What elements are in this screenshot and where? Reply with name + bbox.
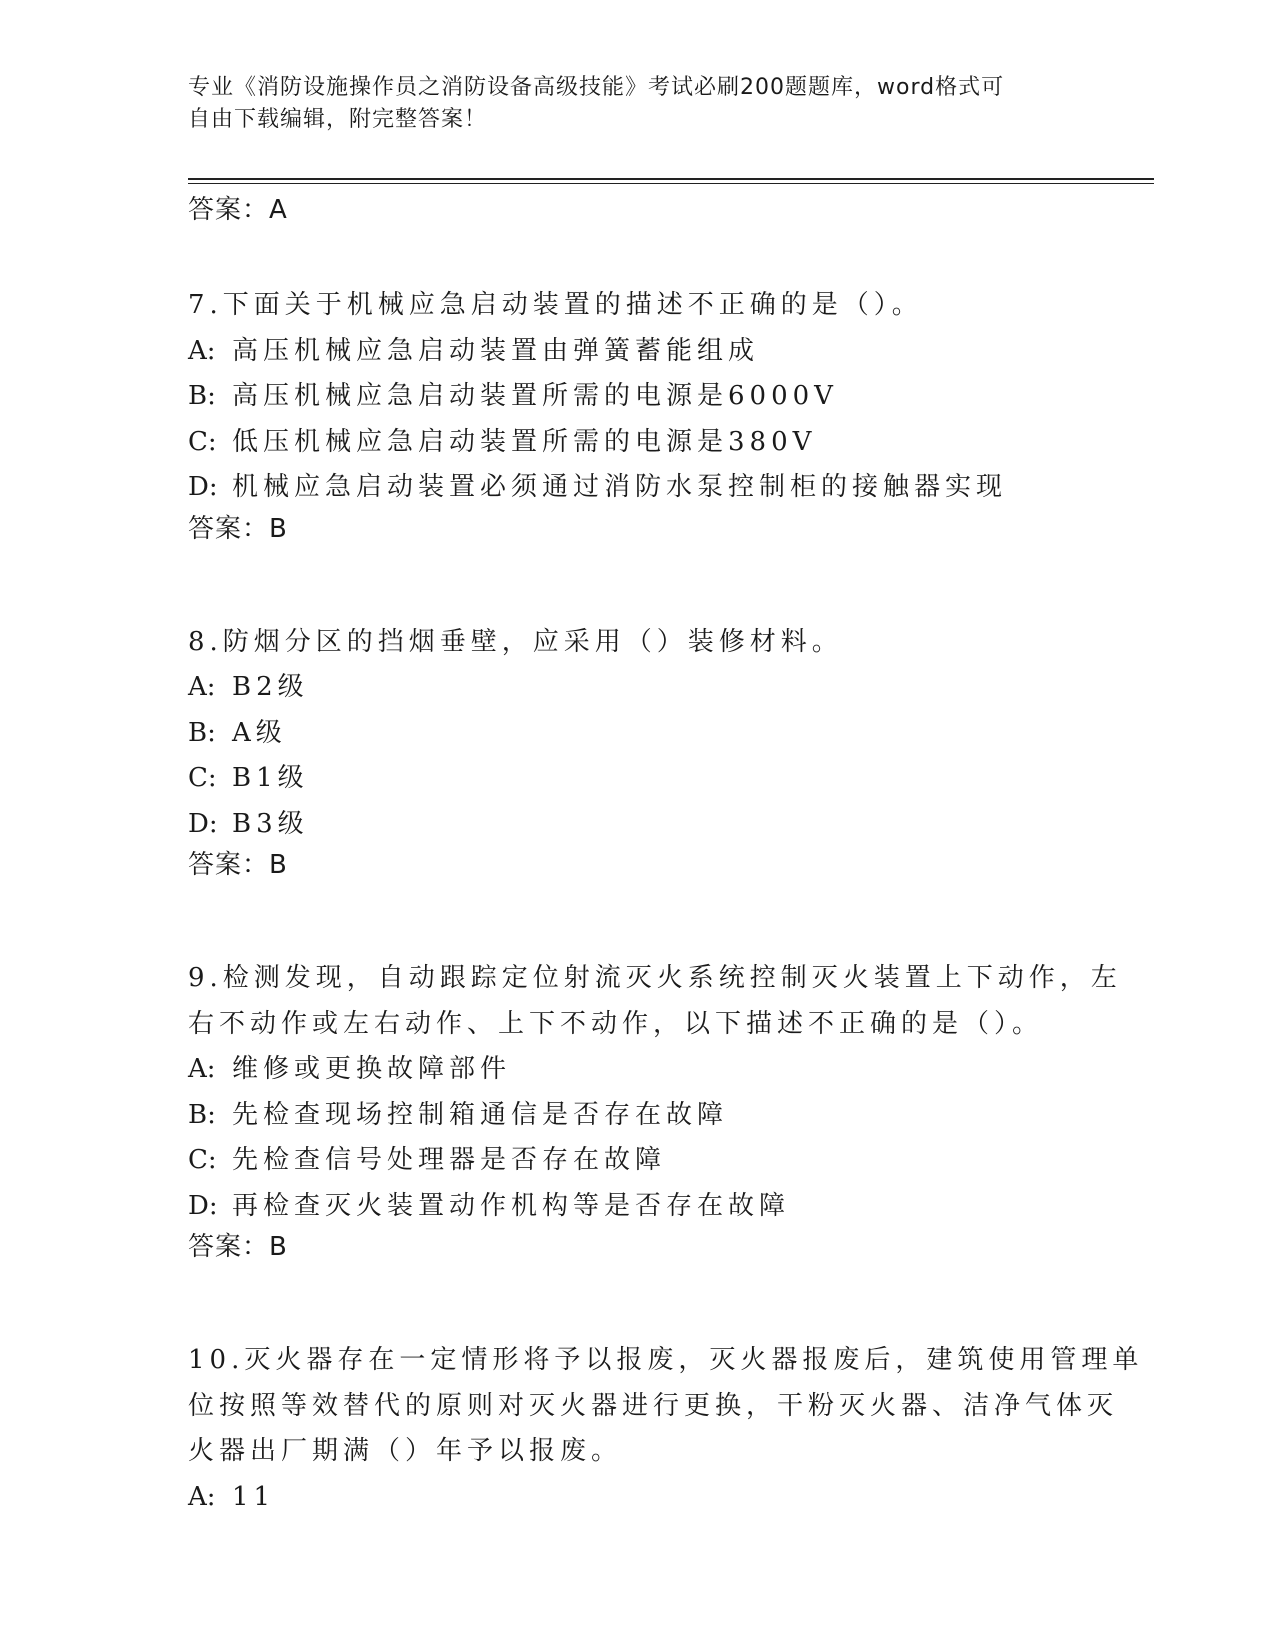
option-b: [188, 711, 1088, 757]
option-text: 先检查信号处理器是否存在故障: [232, 1145, 667, 1175]
header-line-1: 专业《消防设施操作员之消防设备高级技能》考试必刷200题题库，word格式可: [188, 75, 1005, 100]
option-b: [188, 1093, 1088, 1139]
question-text: 10.灭火器存在一定情形将予以报废，灭火器报废后，建筑使用管理单: [188, 1345, 1144, 1375]
option-a: [188, 329, 1088, 375]
answer-line: 答案：B: [188, 1232, 288, 1262]
question-text: 8.防烟分区的挡烟垂壁，应采用（）装修材料。: [188, 626, 843, 657]
option-b: [188, 374, 1088, 420]
question-text: 右不动作或左右动作、上下不动作，以下描述不正确的是（）。: [188, 1008, 1044, 1039]
option-c: [188, 1138, 1088, 1184]
option-text: 低压机械应急启动装置所需的电源是380V: [232, 426, 817, 457]
option-text: A级: [232, 717, 287, 748]
option-text: 高压机械应急启动装置所需的电源是6000V: [232, 381, 838, 411]
question-block: [188, 283, 1088, 558]
option-text: 再检查灭火装置动作机构等是否存在故障: [232, 1190, 791, 1221]
question-block: [188, 620, 1088, 895]
answer-line: 答案：B: [188, 850, 288, 880]
option-text: B3级: [232, 808, 309, 839]
option-letter: C:: [188, 426, 217, 457]
option-letter: B:: [188, 717, 216, 748]
option-d: [188, 802, 1088, 848]
header-divider-thin: [188, 183, 1154, 184]
header-divider-thick: [188, 178, 1154, 180]
option-letter: A:: [188, 1481, 216, 1512]
question-text: 火器出厂期满（）年予以报废。: [188, 1436, 623, 1466]
option-letter: A:: [188, 335, 216, 366]
option-c: [188, 420, 1088, 466]
question-list: [188, 192, 1144, 1520]
question-text: 位按照等效替代的原则对灭火器进行更换，干粉灭火器、洁净气体灭: [188, 1390, 1119, 1421]
option-a: [188, 1475, 1088, 1521]
option-a: [188, 1047, 1088, 1093]
option-letter: A:: [188, 672, 216, 702]
option-d: [188, 465, 1088, 511]
question-text: 7.下面关于机械应急启动装置的描述不正确的是（）。: [188, 290, 923, 320]
option-text: B1级: [232, 763, 309, 793]
option-letter: C:: [188, 1145, 217, 1175]
option-letter: A:: [188, 1054, 216, 1084]
question-block: [188, 1338, 1144, 1520]
option-letter: B:: [188, 1099, 216, 1130]
option-letter: B:: [188, 381, 216, 411]
answer-line: 答案：B: [188, 513, 288, 544]
option-letter: D:: [188, 808, 218, 839]
option-text: B2级: [232, 672, 309, 702]
option-text: 11: [232, 1481, 276, 1512]
question-text: 9.检测发现，自动跟踪定位射流灭火系统控制灭火装置上下动作，左: [188, 963, 1122, 993]
option-letter: D:: [188, 1190, 218, 1221]
option-text: 高压机械应急启动装置由弹簧蓄能组成: [232, 335, 760, 366]
document-header: [188, 72, 1088, 136]
option-a: [188, 665, 1088, 711]
answer-line: 答案：A: [188, 195, 288, 225]
option-text: 先检查现场控制箱通信是否存在故障: [232, 1099, 729, 1130]
option-text: 维修或更换故障部件: [232, 1054, 512, 1084]
header-line-2: 自由下载编辑，附完整答案！: [188, 107, 488, 132]
option-text: 机械应急启动装置必须通过消防水泵控制柜的接触器实现: [232, 472, 1008, 502]
option-letter: C:: [188, 763, 217, 793]
option-c: [188, 756, 1088, 802]
question-block: [188, 956, 1122, 1276]
option-d: [188, 1184, 1088, 1230]
option-letter: D:: [188, 472, 218, 502]
